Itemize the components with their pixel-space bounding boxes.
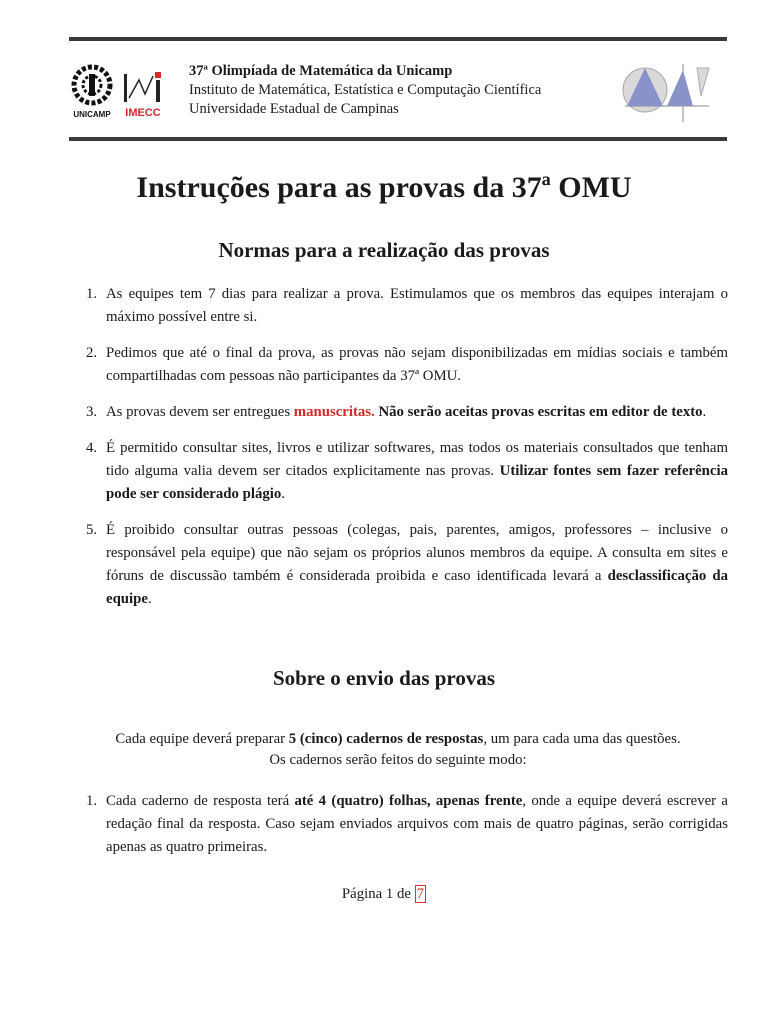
envio-intro-line2: Os cadernos serão feitos do seguinte modo: — [269, 752, 527, 768]
list-item — [78, 401, 728, 424]
envio-intro-line1: Cada equipe deverá preparar 5 (cinco) cadernos de respostas, um para cada uma das questões. — [115, 731, 681, 747]
list-text-end: . — [147, 591, 152, 607]
university-name: Universidade Estadual de Campinas — [189, 101, 399, 117]
emphasis-bold: Utilizar fontes sem fazer referência pode ser considerado plágio — [106, 463, 728, 502]
imecc-logo-text: IMECC — [125, 107, 161, 119]
list-item — [78, 790, 728, 859]
imecc-logo — [121, 70, 165, 120]
institute-name: Instituto de Matemática, Estatística e Computação Científica — [189, 82, 542, 98]
envio-list — [78, 790, 728, 872]
list-number: 1. — [86, 793, 98, 809]
list-text: As equipes tem 7 dias para realizar a prova. Estimulamos que os membros das equipes interajam o máximo possível entre si. — [106, 286, 728, 325]
list-text: Pedimos que até o final da prova, as provas não sejam disponibilizadas em mídias sociais e também compartilhadas com pessoas não participantes da 37ª OMU. — [106, 345, 728, 384]
list-item — [78, 283, 728, 329]
unicamp-logo-text: UNICAMP — [73, 110, 111, 119]
list-item — [78, 342, 728, 388]
unicamp-logo — [69, 64, 115, 120]
emphasis-red: manuscritas. — [293, 404, 375, 420]
omu-logo — [621, 56, 713, 126]
list-text: As provas devem ser entregues — [106, 404, 294, 420]
header-bottom-rule — [69, 137, 727, 141]
total-pages-link[interactable]: 7 — [416, 886, 425, 902]
section-heading-envio: Sobre o envio das provas — [272, 666, 496, 690]
list-number: 4. — [86, 440, 98, 456]
page-title: Instruções para as provas da 37ª OMU — [136, 171, 632, 204]
document-header — [69, 42, 727, 138]
emphasis-bold: Não serão aceitas provas escritas em editor de texto — [374, 404, 703, 420]
list-text-end: . — [702, 404, 707, 420]
list-number: 3. — [86, 404, 98, 420]
list-number: 1. — [86, 286, 98, 302]
page-number-label: Página 1 de — [341, 886, 415, 902]
rules-list — [78, 283, 728, 624]
list-number: 5. — [86, 522, 98, 538]
list-number: 2. — [86, 345, 98, 361]
list-text: É permitido consultar sites, livros e utilizar softwares, mas todos os materiais consultados que tenham tido alguma valia devem ser citados explicitamente nas provas. — [106, 440, 728, 479]
page-footer — [0, 886, 768, 903]
list-text-end: . — [281, 486, 285, 502]
emphasis-bold: 5 (cinco) cadernos de respostas — [288, 731, 484, 747]
list-item — [78, 519, 728, 611]
emphasis-bold: até 4 (quatro) folhas, apenas frente — [294, 793, 523, 809]
list-item — [78, 437, 728, 506]
list-text: Cada caderno de resposta terá — [106, 793, 295, 809]
olympiad-name: 37ª Olimpíada de Matemática da Unicamp — [189, 63, 453, 79]
emphasis-bold: desclassificação da equipe — [106, 568, 728, 607]
envio-intro — [60, 729, 736, 771]
header-text — [189, 62, 541, 119]
list-text-end: , onde a equipe deverá escrever a redação final da resposta. Caso sejam enviados arquivos com mais de quatro páginas, serão corrigidas apenas as quatro primeiras. — [106, 793, 728, 855]
header-top-rule — [69, 37, 727, 41]
list-text: É proibido consultar outras pessoas (colegas, pais, parentes, amigos, professores – inclusive o responsável pela equipe) que não sejam os próprios alunos membros da equipe. A consulta em sites e fóruns de discussão também é considerada proibida e caso identificada levará a — [106, 522, 728, 584]
section-heading-normas: Normas para a realização das provas — [218, 238, 550, 262]
